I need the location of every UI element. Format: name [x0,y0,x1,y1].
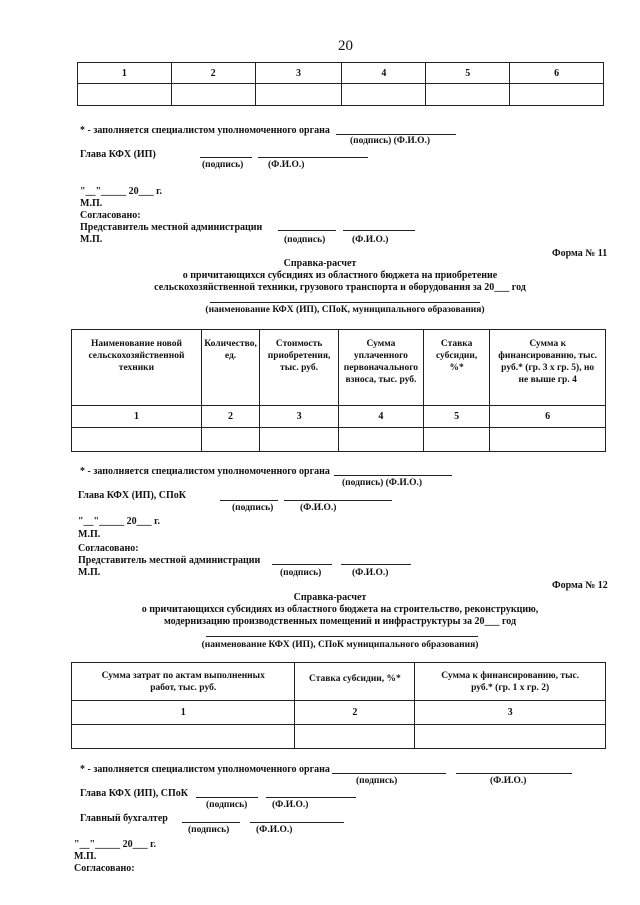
footnote: * - заполняется специалистом уполномоченного органа [80,125,330,136]
col-number: 3 [415,701,606,725]
footnote: * - заполняется специалистом уполномоченного органа [80,466,330,477]
name-line [343,230,415,231]
rep-label: Представитель местной администрации [78,555,261,566]
stamp-place: М.П. [74,851,97,862]
table-cell [338,428,423,452]
signature-line [200,157,252,158]
col-number: 5 [423,406,489,428]
accountant-label: Главный бухгалтер [80,813,168,824]
caption-fio: (Ф.И.О.) [268,160,305,170]
page-number: 20 [338,38,353,54]
col-number: 6 [510,63,604,84]
column-header: Наименование новой сельскохозяйственной техники [72,330,202,406]
name-line [206,636,478,637]
footnote: * - заполняется специалистом уполномоченного органа [80,764,330,775]
form-subtitle: модернизацию производственных помещений и инфраструктуры за 20___ год [163,616,517,627]
stamp-place: М.П. [78,529,101,540]
caption-fio: (Ф.И.О.) [352,568,389,578]
form-subtitle: сельскохозяйственной техники, грузового транспорта и оборудования за 20___ год [154,282,526,293]
name-line [266,797,356,798]
col-number: 3 [255,63,342,84]
table-cell [255,84,342,106]
caption-podpis: (подпись) [280,568,322,578]
table-cell [295,725,415,749]
caption-fio: (Ф.И.О.) [352,235,389,245]
form11-table [71,329,606,452]
head-label: Глава КФХ (ИП), СПоК [78,490,187,501]
col-number: 2 [201,406,259,428]
form-subtitle: о причитающихся субсидиях из областного бюджета на приобретение [182,270,498,281]
col-number: 2 [295,701,415,725]
table-cell [72,428,202,452]
date-line: "__"_____ 20___ г. [78,516,161,527]
stamp-place: М.П. [80,198,103,209]
table-cell [415,725,606,749]
name-line [284,500,392,501]
form-title: Справка-расчет [293,592,367,603]
table-cell [171,84,255,106]
form12-table [71,662,606,749]
caption-podpis: (подпись) [206,800,248,810]
signature-line [220,500,278,501]
date-line: "__"_____ 20___ г. [74,839,157,850]
name-caption: (наименование КФХ (ИП), СПоК муниципального образования) [201,640,479,650]
col-number: 3 [260,406,339,428]
name-line [250,822,344,823]
head-label: Глава КФХ (ИП) [80,149,156,160]
agreed-label: Согласовано: [80,210,141,221]
form-number: Форма № 12 [552,580,608,591]
col-number: 1 [72,701,295,725]
signature-line [334,475,452,476]
name-line [258,157,368,158]
table-cell [342,84,426,106]
table-cell [426,84,510,106]
stamp-place: М.П. [80,234,103,245]
column-header: Стоимость приобретения, тыс. руб. [260,330,339,406]
signature-line [332,773,446,774]
name-caption: (наименование КФХ (ИП), СПоК, муниципального образования) [205,305,485,315]
col-number: 6 [490,406,606,428]
caption-podpis: (подпись) [188,825,230,835]
caption-fio: (Ф.И.О.) [490,776,527,786]
caption-fio: (Ф.И.О.) [272,800,309,810]
agreed-label: Согласовано: [74,863,135,874]
name-line [341,564,411,565]
form-title: Справка-расчет [283,258,357,269]
col-number: 1 [78,63,172,84]
caption-podpis: (подпись) [284,235,326,245]
table-cell [201,428,259,452]
column-header: Сумма уплаченного первоначального взноса, тыс. руб. [338,330,423,406]
col-number: 4 [338,406,423,428]
form-number: Форма № 11 [552,248,608,259]
caption-fio: (Ф.И.О.) [300,503,337,513]
column-header: Ставка субсидии, %* [295,663,415,701]
column-header: Сумма к финансированию, тыс. руб.* (гр. 1 х гр. 2) [415,663,606,701]
table-cell [260,428,339,452]
rep-label: Представитель местной администрации [80,222,263,233]
col-number: 1 [72,406,202,428]
col-number: 5 [426,63,510,84]
signature-line [278,230,336,231]
table-cell [72,725,295,749]
name-line [456,773,572,774]
head-label: Глава КФХ (ИП), СПоК [80,788,189,799]
column-header: Сумма затрат по актам выполненных работ, тыс. руб. [72,663,295,701]
column-header: Количество, ед. [201,330,259,406]
table-cell [490,428,606,452]
agreed-label: Согласовано: [78,543,139,554]
signature-caption: (подпись) (Ф.И.О.) [350,136,431,146]
table-cell [423,428,489,452]
signature-caption: (подпись) (Ф.И.О.) [342,478,423,488]
stamp-place: М.П. [78,567,101,578]
column-header: Сумма к финансированию, тыс. руб.* (гр. 3 х гр. 5), но не выше гр. 4 [490,330,606,406]
caption-podpis: (подпись) [356,776,398,786]
col-number: 2 [171,63,255,84]
signature-line [196,797,258,798]
signature-line [336,134,456,135]
table-cell [510,84,604,106]
col-number: 4 [342,63,426,84]
form-subtitle: о причитающихся субсидиях из областного бюджета на строительство, реконструкцию, [141,604,539,615]
continued-table [77,62,604,106]
caption-podpis: (подпись) [202,160,244,170]
caption-podpis: (подпись) [232,503,274,513]
caption-fio: (Ф.И.О.) [256,825,293,835]
column-header: Ставка субсидии, %* [423,330,489,406]
signature-line [182,822,240,823]
signature-line [272,564,332,565]
table-cell [78,84,172,106]
date-line: "__"_____ 20___ г. [80,186,163,197]
name-line [210,302,480,303]
